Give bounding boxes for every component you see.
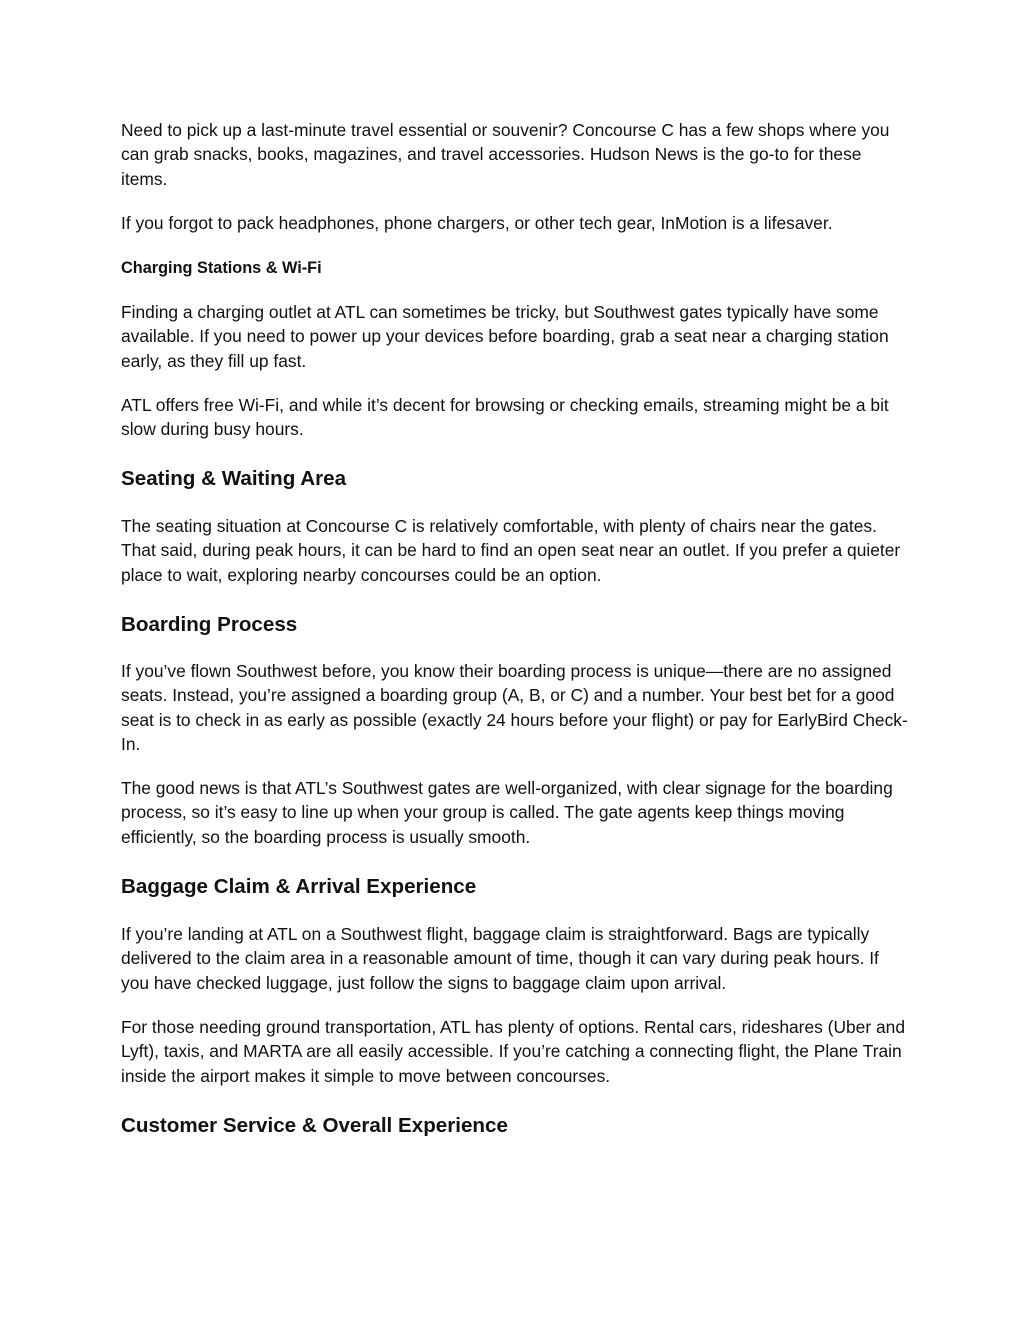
paragraph-seating: The seating situation at Concourse C is relatively comfortable, with plenty of chairs near the gates. That said, during peak hours, it can be hard to find an open seat near an outlet. If you prefer a quieter place to wait, exploring nearby concourses could be an option.	[121, 516, 901, 585]
paragraph-shops: Need to pick up a last-minute travel essential or souvenir? Concourse C has a few shops where you can grab snacks, books, magazines, and travel accessories. Hudson News is the go-to for these items.	[121, 120, 890, 189]
paragraph-boarding-process: If you’ve flown Southwest before, you know their boarding process is unique—there are no assigned seats. Instead, you’re assigned a boarding group (A, B, or C) and a number. Your best bet for a good seat is to check in as early as possible (exactly 24 hours before your flight) or pay for EarlyBird Check-In.	[121, 661, 908, 754]
paragraph-baggage: If you’re landing at ATL on a Southwest flight, baggage claim is straightforward. Bags are typically delivered to the claim area in a reasonable amount of time, though it can vary during peak hours. If you have checked luggage, just follow the signs to baggage claim upon arrival.	[121, 924, 879, 993]
paragraph-boarding-gates: The good news is that ATL’s Southwest gates are well-organized, with clear signage for the boarding process, so it’s easy to line up when your group is called. The gate agents keep things moving efficiently, so the boarding process is usually smooth.	[121, 778, 893, 847]
paragraph-wifi: ATL offers free Wi-Fi, and while it’s decent for browsing or checking emails, streaming might be a bit slow during busy hours.	[121, 395, 889, 440]
heading-baggage: Baggage Claim & Arrival Experience	[121, 875, 477, 898]
heading-boarding: Boarding Process	[121, 613, 298, 636]
heading-seating: Seating & Waiting Area	[121, 467, 347, 490]
subheading-charging-wifi: Charging Stations & Wi-Fi	[121, 259, 322, 277]
paragraph-transportation: For those needing ground transportation, ATL has plenty of options. Rental cars, rideshares (Uber and Lyft), taxis, and MARTA are all easily accessible. If you’re catching a connecting flight, the Plane Train inside the airport makes it simple to move between concourses.	[121, 1017, 905, 1086]
paragraph-tech-gear: If you forgot to pack headphones, phone chargers, or other tech gear, InMotion is a lifesaver.	[121, 213, 833, 233]
paragraph-charging: Finding a charging outlet at ATL can sometimes be tricky, but Southwest gates typically have some available. If you need to power up your devices before boarding, grab a seat near a charging station early, as they fill up fast.	[121, 302, 889, 371]
heading-customer-service: Customer Service & Overall Experience	[121, 1114, 508, 1137]
